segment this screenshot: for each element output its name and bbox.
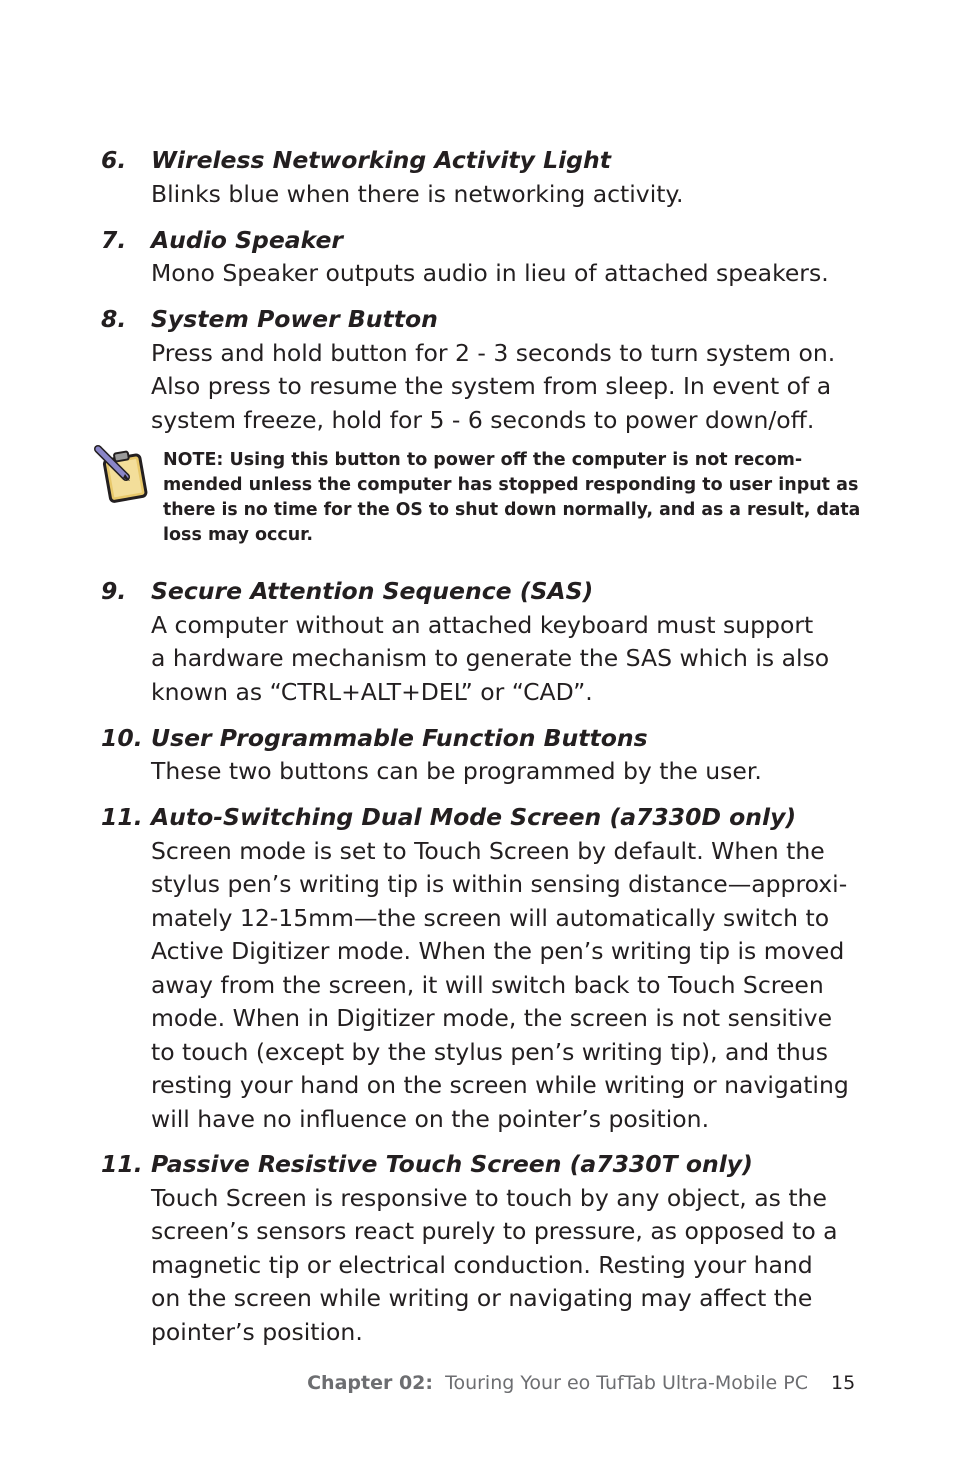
item-text-line: stylus pen’s writing tip is within sensing distance—approxi- [151, 870, 848, 898]
item-text-line: Blinks blue when there is networking activity. [151, 180, 684, 208]
item-text-line: Mono Speaker outputs audio in lieu of attached speakers. [151, 259, 829, 287]
item-text-line: These two buttons can be programmed by the user. [151, 757, 762, 785]
item-title: Wireless Networking Activity Light [151, 146, 611, 174]
note-text-line: NOTE: Using this button to power off the computer is not recom- [163, 450, 803, 470]
item-text-line: to touch (except by the stylus pen’s writing tip), and thus [151, 1038, 828, 1066]
item-text-line: away from the screen, it will switch back to Touch Screen [151, 971, 824, 999]
note-text-line: loss may occur. [163, 525, 313, 545]
item-text-line: magnetic tip or electrical conduction. Resting your hand [151, 1251, 813, 1279]
page-number: 15 [831, 1372, 856, 1394]
item-text-line: mode. When in Digitizer mode, the screen is not sensitive [151, 1004, 833, 1032]
footer-chapter-title: Touring Your eo TufTab Ultra-Mobile PC [445, 1372, 808, 1394]
item-title: User Programmable Function Buttons [151, 724, 648, 752]
item-title: System Power Button [151, 305, 438, 333]
item-number: 8. [101, 305, 127, 333]
item-text-line: a hardware mechanism to generate the SAS which is also [151, 644, 830, 672]
item-text-line: A computer without an attached keyboard must support [151, 611, 814, 639]
item-text-line: known as “CTRL+ALT+DEL” or “CAD”. [151, 678, 593, 706]
item-number: 11. [101, 1150, 143, 1178]
footer-chapter [307, 1372, 808, 1394]
item-text-line: pointer’s position. [151, 1318, 363, 1346]
item-title: Auto-Switching Dual Mode Screen (a7330D only) [151, 803, 797, 831]
footer-chapter-label: Chapter 02: [307, 1372, 433, 1394]
item-number: 6. [101, 146, 127, 174]
item-text-line: Also press to resume the system from sleep. In event of a [151, 372, 832, 400]
item-text-line: Active Digitizer mode. When the pen’s writing tip is moved [151, 937, 845, 965]
item-title: Secure Attention Sequence (SAS) [151, 577, 594, 605]
item-number: 10. [101, 724, 143, 752]
item-title: Audio Speaker [151, 226, 343, 254]
item-text-line: screen’s sensors react purely to pressure, as opposed to a [151, 1217, 838, 1245]
item-title: Passive Resistive Touch Screen (a7330T only) [151, 1150, 753, 1178]
item-number: 7. [101, 226, 127, 254]
item-number: 11. [101, 803, 143, 831]
item-text-line: system freeze, hold for 5 - 6 seconds to power down/off. [151, 406, 815, 434]
item-text-line: Screen mode is set to Touch Screen by default. When the [151, 837, 825, 865]
clipboard-pencil-icon [92, 443, 154, 505]
item-text-line: Touch Screen is responsive to touch by any object, as the [151, 1184, 827, 1212]
item-text-line: Press and hold button for 2 - 3 seconds to turn system on. [151, 339, 836, 367]
note-text-line: mended unless the computer has stopped responding to user input as [163, 475, 859, 495]
item-text-line: resting your hand on the screen while writing or navigating [151, 1071, 849, 1099]
item-number: 9. [101, 577, 127, 605]
item-text-line: mately 12-15mm—the screen will automatically switch to [151, 904, 830, 932]
item-text-line: will have no influence on the pointer’s position. [151, 1105, 710, 1133]
note-text-line: there is no time for the OS to shut down normally, and as a result, data [163, 500, 861, 520]
item-text-line: on the screen while writing or navigating may affect the [151, 1284, 813, 1312]
